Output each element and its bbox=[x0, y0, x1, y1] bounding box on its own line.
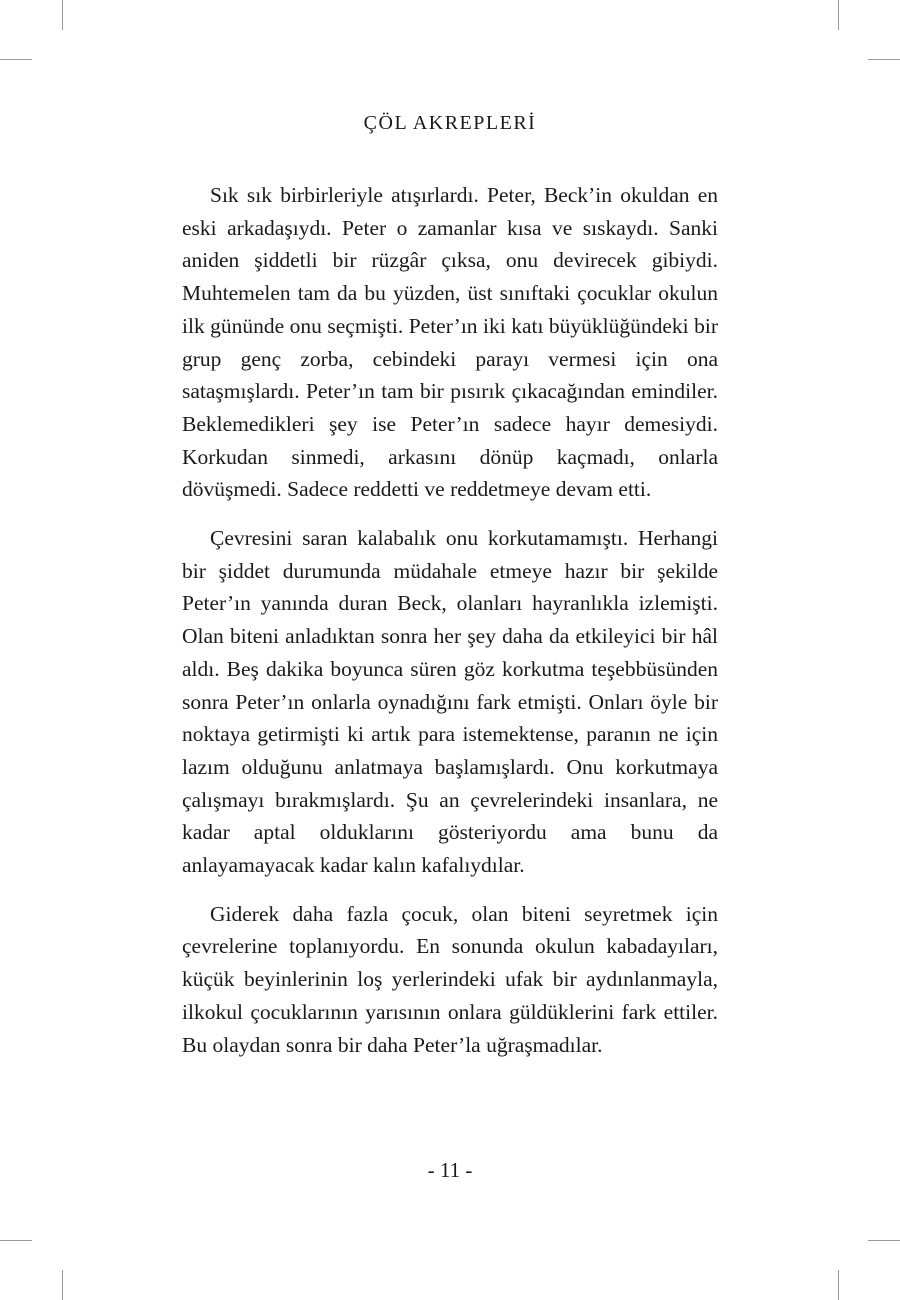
running-head: ÇÖL AKREPLERİ bbox=[363, 112, 537, 134]
paragraph: Çevresini saran kalabalık onu korkutamamıştı. Herhangi bir şiddet durumunda müdahale etmeye hazır bir şekilde Peter’ın yanında duran Beck, olanları hayranlıkla izlemişti. Olan biteni anladıktan sonra her şey daha da etkileyici bir hâl aldı. Beş dakika boyunca süren göz korkutma teşebbüsünden sonra Peter’ın onlarla oynadığını fark etmişti. Onları öyle bir noktaya getirmişti ki artık para istemektense, paranın ne için lazım olduğunu anlatmaya başlamışlardı. Onu korkutmaya çalışmayı bırakmışlardı. Şu an çevrelerindeki insanlara, ne kadar aptal olduklarını gösteriyordu ama bunu da anlayamayacak kadar kalın kafalıydılar. bbox=[182, 526, 718, 878]
crop-mark-top-left bbox=[62, 0, 63, 30]
crop-mark-left-bottom bbox=[0, 1240, 32, 1241]
crop-mark-right-top bbox=[868, 59, 900, 60]
page-number: - 11 - bbox=[427, 1158, 473, 1182]
paragraph: Sık sık birbirleriyle atışırlardı. Peter, Beck’in okuldan en eski arkadaşıydı. Peter o zamanlar kısa ve sıskaydı. Sanki aniden şiddetli bir rüzgâr çıksa, onu devirecek gibiydi. Muhtemelen tam da bu yüzden, üst sınıftaki çocuklar okulun ilk gününde onu seçmişti. Peter’ın iki katı büyüklüğündeki bir grup genç zorba, cebindeki parayı vermesi için ona sataşmışlardı. Peter’ın tam bir pısırık çıkacağından emindiler. Beklemedikleri şey ise Peter’ın sadece hayır demesiydi. Korkudan sinmedi, arkasını dönüp kaçmadı, onlarla dövüşmedi. Sadece reddetti ve reddetmeye devam etti. bbox=[182, 183, 718, 502]
paragraph: Giderek daha fazla çocuk, olan biteni seyretmek için çevrelerine toplanıyordu. En sonunda okulun kabadayıları, küçük beyinlerinin loş yerlerindeki ufak bir aydınlanmayla, ilkokul çocuklarının yarısının onlara güldüklerini fark ettiler. Bu olaydan sonra bir daha Peter’la uğraşmadılar. bbox=[182, 901, 718, 1057]
crop-mark-bottom-left bbox=[62, 1270, 63, 1300]
body-text bbox=[182, 179, 718, 1077]
crop-mark-bottom-right bbox=[838, 1270, 839, 1300]
crop-mark-left-top bbox=[0, 59, 32, 60]
crop-mark-top-right bbox=[838, 0, 839, 30]
crop-mark-right-bottom bbox=[868, 1240, 900, 1241]
